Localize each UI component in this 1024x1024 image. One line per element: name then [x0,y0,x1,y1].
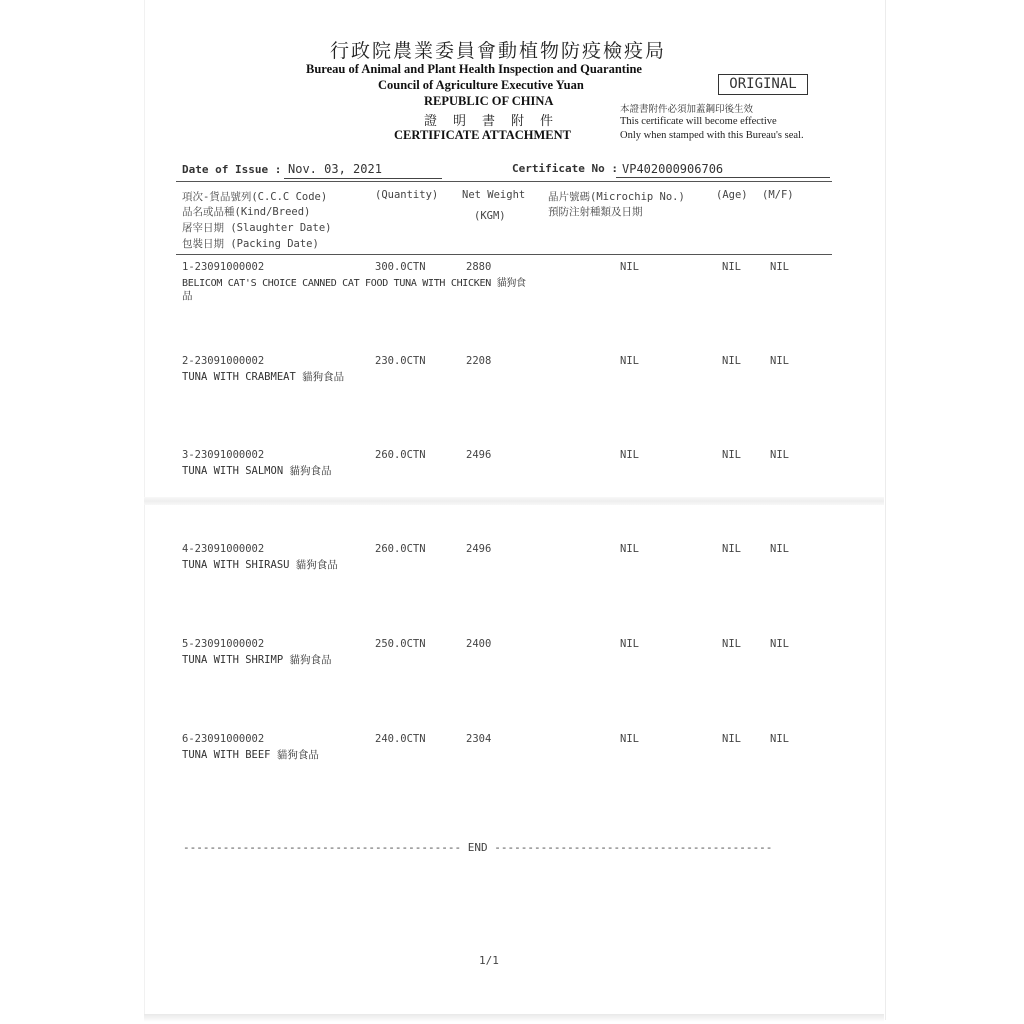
row-net-weight: 2880 [466,261,492,273]
row-microchip: NIL [620,733,639,745]
row-item-code: 6-23091000002 [182,733,265,745]
row-age: NIL [722,355,741,367]
end-of-list-marker: ------------------------------------------ END ------------------------------------------ [183,841,773,854]
row-net-weight: 2496 [466,449,492,461]
certificate-underline [616,177,830,178]
row-description: TUNA WITH CRABMEAT 貓狗食品 [182,371,345,383]
col-header-item-code: 項次-貨品號列(C.C.C Code) [182,191,328,203]
row-quantity: 240.0CTN [375,733,426,745]
row-description: TUNA WITH SHIRASU 貓狗食品 [182,559,338,571]
col-header-packing-date: 包裝日期 (Packing Date) [182,238,319,250]
original-stamp: ORIGINAL [718,74,808,95]
bureau-title-english: Bureau of Animal and Plant Health Inspection and Quarantine [306,62,642,76]
row-net-weight: 2400 [466,638,492,650]
col-header-sex: (M/F) [762,189,794,201]
date-underline [284,178,442,179]
col-header-slaughter-date: 屠宰日期 (Slaughter Date) [182,222,332,234]
effective-note-line-1: This certificate will become effective [620,116,777,127]
country-name: REPUBLIC OF CHINA [424,94,554,108]
scan-bottom-edge [144,1014,884,1022]
row-sex: NIL [770,449,789,461]
effective-note-chinese: 本證書附件必須加蓋鋼印後生效 [620,104,754,115]
row-item-code: 5-23091000002 [182,638,265,650]
row-item-code: 3-23091000002 [182,449,265,461]
col-header-kind: 品名或品種(Kind/Breed) [182,206,311,218]
col-header-vaccination: 預防注射種類及日期 [548,206,643,218]
scan-fold-line [144,497,884,505]
col-header-microchip: 晶片號碼(Microchip No.) [548,191,685,203]
row-sex: NIL [770,733,789,745]
row-description: BELICOM CAT'S CHOICE CANNED CAT FOOD TUNA WITH CHICKEN 貓狗食 [182,278,526,289]
row-quantity: 250.0CTN [375,638,426,650]
doc-type-english: CERTIFICATE ATTACHMENT [394,128,572,142]
row-age: NIL [722,449,741,461]
row-description: TUNA WITH BEEF 貓狗食品 [182,749,319,761]
col-header-quantity: (Quantity) [375,189,439,201]
row-item-code: 1-23091000002 [182,261,265,273]
header-rule-bottom [176,254,832,255]
row-description-continued: 品 [182,290,193,302]
row-sex: NIL [770,261,789,273]
row-age: NIL [722,638,741,650]
row-quantity: 300.0CTN [375,261,426,273]
row-age: NIL [722,261,741,273]
date-of-issue-label: Date of Issue : [182,163,282,176]
council-name: Council of Agriculture Executive Yuan [378,78,584,92]
row-sex: NIL [770,543,789,555]
certificate-no-label: Certificate No : [512,162,618,175]
col-header-age: (Age) [716,189,748,201]
effective-note-line-2: Only when stamped with this Bureau's seal. [620,130,804,141]
col-header-net-weight: Net Weight [462,189,526,201]
document-page [144,0,886,1020]
row-net-weight: 2304 [466,733,492,745]
header-rule-top [176,181,832,182]
row-quantity: 230.0CTN [375,355,426,367]
row-quantity: 260.0CTN [375,449,426,461]
row-net-weight: 2208 [466,355,492,367]
row-sex: NIL [770,638,789,650]
row-description: TUNA WITH SHRIMP 貓狗食品 [182,654,332,666]
row-microchip: NIL [620,355,639,367]
certificate-no-value: VP402000906706 [622,162,724,176]
row-microchip: NIL [620,638,639,650]
row-microchip: NIL [620,261,639,273]
row-quantity: 260.0CTN [375,543,426,555]
row-age: NIL [722,733,741,745]
row-net-weight: 2496 [466,543,492,555]
col-header-net-weight-unit: (KGM) [474,210,506,222]
row-sex: NIL [770,355,789,367]
row-microchip: NIL [620,449,639,461]
row-age: NIL [722,543,741,555]
row-description: TUNA WITH SALMON 貓狗食品 [182,465,332,477]
row-microchip: NIL [620,543,639,555]
date-of-issue-value: Nov. 03, 2021 [288,162,382,176]
row-item-code: 4-23091000002 [182,543,265,555]
page-number: 1/1 [479,954,499,967]
doc-type-chinese: 證明書附件 [424,114,570,129]
row-item-code: 2-23091000002 [182,355,265,367]
bureau-title-chinese: 行政院農業委員會動植物防疫檢疫局 [330,40,667,62]
